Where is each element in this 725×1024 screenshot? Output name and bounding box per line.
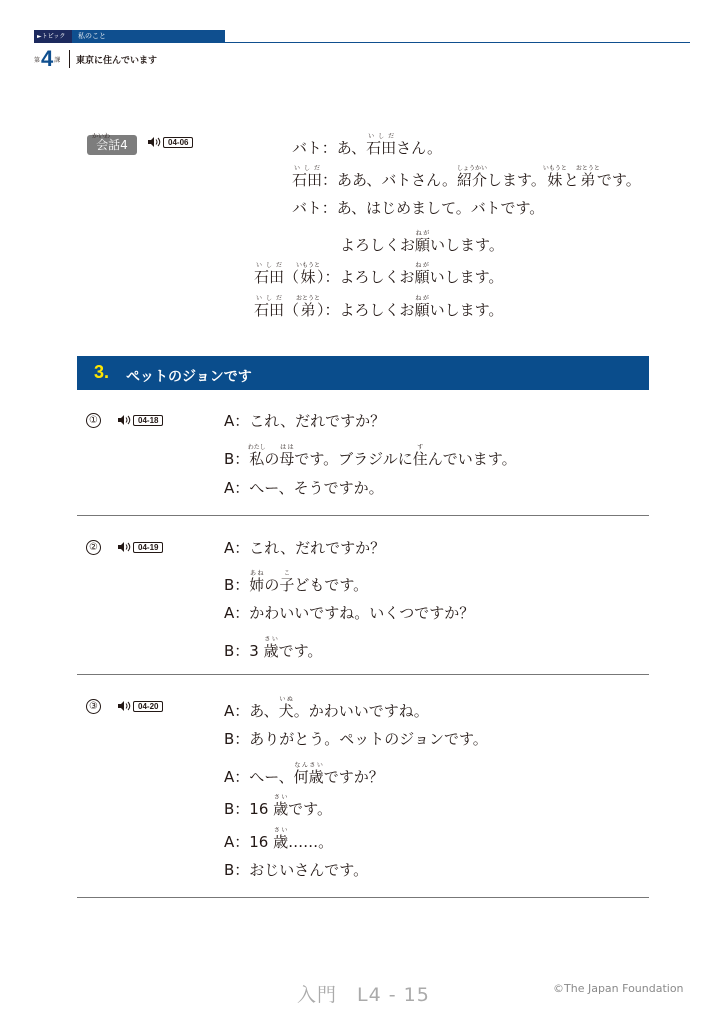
conv-line-1: バト：あ、石田いしださん。 bbox=[292, 133, 443, 157]
dialog-3-line-3: A：へー、何歳なんさいですか？ bbox=[224, 762, 384, 786]
topic-title: 私のこと bbox=[72, 30, 225, 43]
dialog-2-line-3: A：かわいいですね。いくつですか？ bbox=[224, 604, 475, 622]
lesson-number bbox=[34, 48, 60, 70]
header-rule bbox=[225, 42, 690, 43]
dialog-2-line-2: B：姉あねの子こどもです。 bbox=[224, 570, 369, 594]
dialog-1-line-2: B：私わたしの母ははです。ブラジルに住すんでいます。 bbox=[224, 444, 517, 468]
dialog-2-line-4: B：3 歳さいです。 bbox=[224, 636, 323, 660]
conversation-badge-furigana: かいわ bbox=[92, 133, 111, 140]
audio-button-dialog-2[interactable] bbox=[117, 541, 163, 553]
dialog-2-line-1: A：これ、だれですか？ bbox=[224, 539, 386, 557]
audio-button-conv[interactable] bbox=[147, 136, 193, 148]
conversation-badge bbox=[87, 135, 137, 155]
divider bbox=[77, 674, 649, 675]
divider bbox=[77, 897, 649, 898]
conv-line-2: 石田いしだ：ああ、バトさん。紹介しょうかいします。妹いもうとと弟おとうとです。 bbox=[292, 165, 641, 189]
speaker-icon bbox=[117, 414, 131, 426]
dialog-number: ① bbox=[86, 413, 101, 428]
page-number: 入門 L4 - 15 bbox=[297, 984, 430, 1006]
dialog-3-line-1: A：あ、犬いぬ。かわいいですね。 bbox=[224, 696, 429, 720]
conv-line-5: 石田いしだ（妹いもうと）：よろしくお願ねがいします。 bbox=[254, 262, 504, 286]
dialog-1-line-1: A：これ、だれですか？ bbox=[224, 412, 386, 430]
speaker-icon bbox=[117, 541, 131, 553]
dialog-number: ② bbox=[86, 540, 101, 555]
dialog-3-line-5: A：16 歳さい……。 bbox=[224, 827, 334, 851]
audio-code: 04-06 bbox=[163, 137, 193, 148]
dialog-1-line-3: A：へー、そうですか。 bbox=[224, 479, 384, 497]
audio-code: 04-20 bbox=[133, 701, 163, 712]
conv-line-3: バト：あ、はじめまして。バトです。 bbox=[292, 199, 545, 217]
conv-line-4: よろしくお願ねがいします。 bbox=[340, 230, 504, 254]
header-separator bbox=[69, 50, 70, 68]
lesson-number-value: 4 bbox=[41, 46, 54, 71]
audio-code: 04-19 bbox=[133, 542, 163, 553]
dialog-3-line-2: B：ありがとう。ペットのジョンです。 bbox=[224, 730, 488, 748]
copyright: ©The Japan Foundation bbox=[553, 982, 684, 995]
conv-line-6: 石田いしだ（弟おとうと）：よろしくお願ねがいします。 bbox=[254, 295, 504, 319]
dialog-number: ③ bbox=[86, 699, 101, 714]
audio-code: 04-18 bbox=[133, 415, 163, 426]
speaker-icon bbox=[117, 700, 131, 712]
audio-button-dialog-1[interactable] bbox=[117, 414, 163, 426]
speaker-icon bbox=[147, 136, 161, 148]
dialog-3-line-4: B：16 歳さいです。 bbox=[224, 794, 332, 818]
audio-button-dialog-3[interactable] bbox=[117, 700, 163, 712]
conversation-badge-label: 会話4 bbox=[96, 138, 128, 152]
dialog-3-line-6: B：おじいさんです。 bbox=[224, 861, 369, 879]
lesson-prefix: 第 bbox=[34, 56, 41, 64]
divider bbox=[77, 515, 649, 516]
lesson-subtitle: 東京に住んでいます bbox=[76, 56, 158, 66]
topic-tag: ►トピック bbox=[34, 30, 72, 43]
section-number: 3. bbox=[94, 362, 110, 382]
section-title: ペットのジョンです bbox=[126, 369, 252, 385]
lesson-suffix: 課 bbox=[54, 56, 61, 64]
